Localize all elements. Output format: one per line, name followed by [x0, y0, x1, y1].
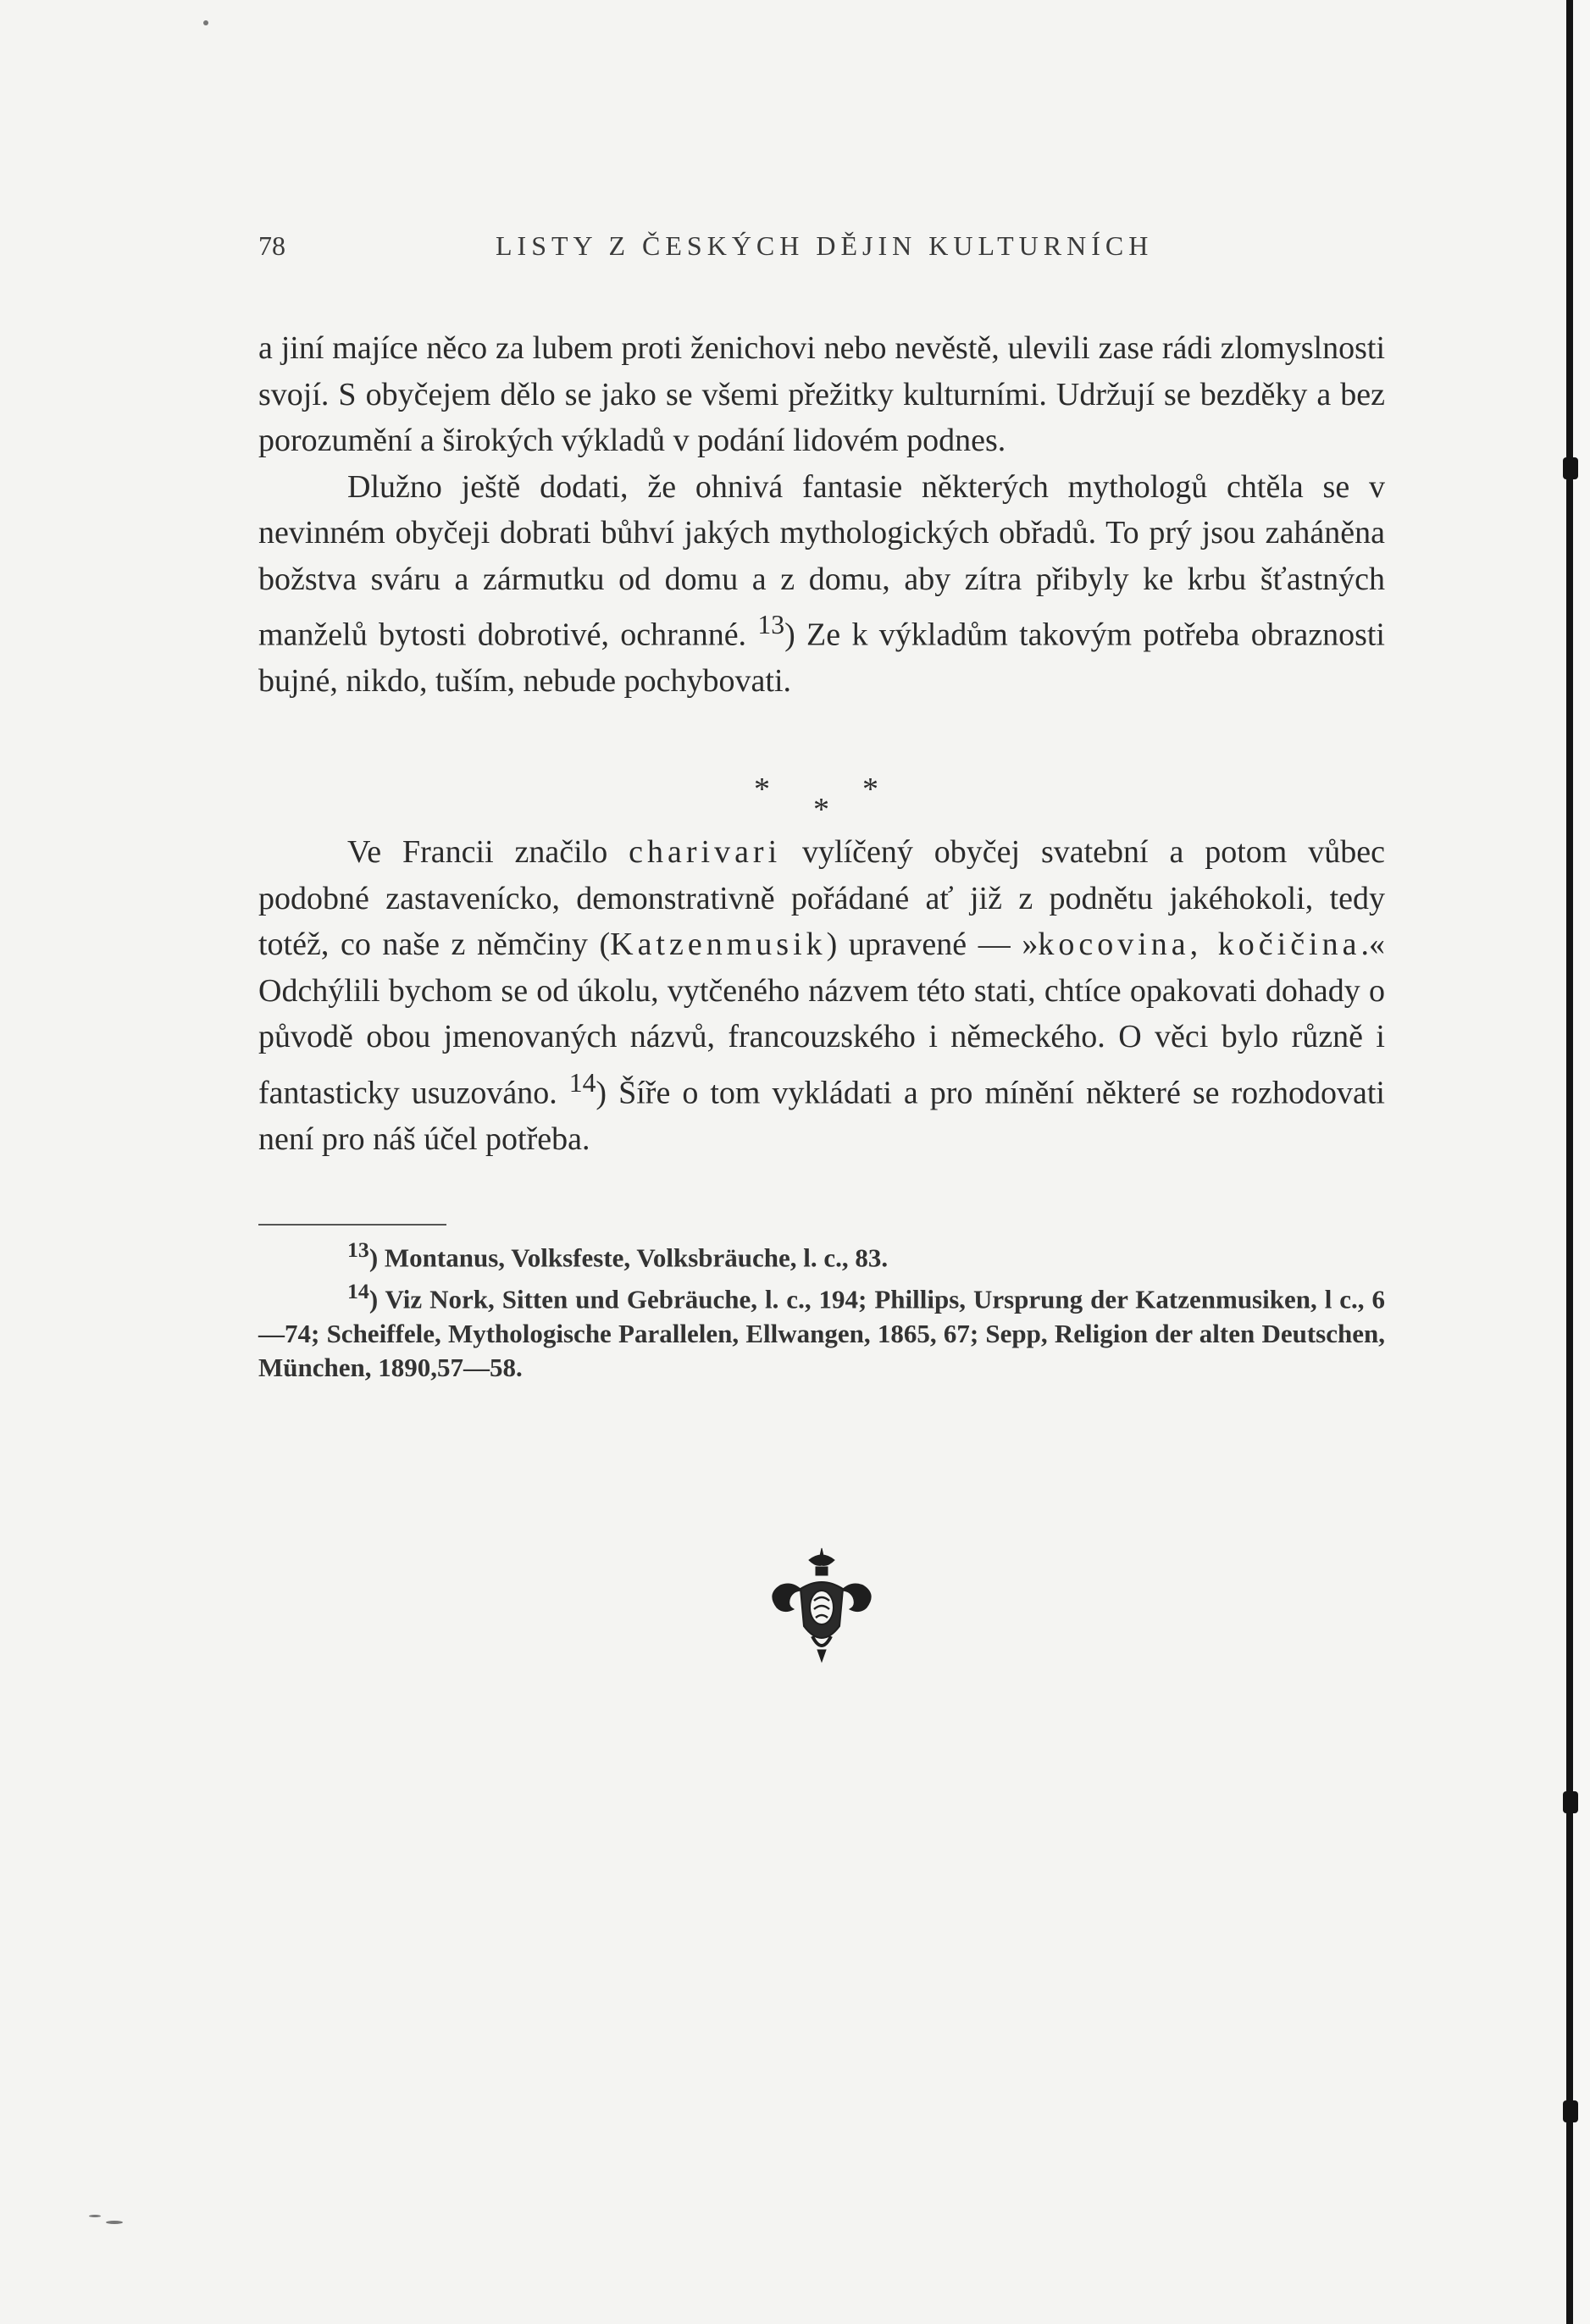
scan-speck — [203, 20, 208, 25]
footnote-text: ) Viz Nork, Sitten und Gebräuche, l. c., 194; Phillips, Ursprung der Katzenmusiken, l c., 6—74; Scheiffele, Mythologische Parallelen, Ellwangen, 1865, 67; Sepp, Religion der alten Deutschen, München, 1890,57—58. — [258, 1284, 1385, 1382]
footnote — [258, 1275, 1385, 1384]
footnote-ref: 14 — [568, 1067, 596, 1098]
spaced-term: charivari — [629, 834, 782, 870]
asterisk: * — [813, 792, 829, 827]
paragraph-text: .« Odchýlili bychom se od úkolu, vytčeného názvem této stati, chtíce opakovati dohady o původě obou jmenovaných názvů, francouzského i německého. O věci bylo různě i fantasticky usuzováno. — [258, 927, 1385, 1111]
scan-edge-line — [1566, 0, 1573, 2324]
paragraph — [258, 464, 1385, 705]
scan-edge-notch — [1563, 1791, 1578, 1813]
footnote-marker: 14 — [347, 1279, 369, 1304]
page-number: 78 — [258, 230, 285, 261]
paragraph-text: vylíčený obyčej svatební a potom vůbec podobné zastavenícko, demonstrativně pořádané ať již z podnětu jakéhokoli, tedy totéž, co naše z němčiny ( — [258, 834, 1385, 962]
asterisk: * — [754, 772, 770, 807]
footnote — [258, 1233, 1385, 1275]
main-text-upper — [258, 325, 1385, 705]
paragraph-text: ) Ze k výkladům takovým potřeba obraznosti bujné, nikdo, tuším, nebude pochybovati. — [258, 617, 1385, 700]
section-separator — [754, 771, 889, 827]
scan-edge-notch — [1563, 457, 1578, 479]
paragraph: a jiní majíce něco za lubem proti ženichovi nebo nevěstě, ulevili zase rádi zlomyslnosti svojí. S obyčejem dělo se jako se všemi přežitky kulturními. Udržují se bezděky a bez porozumění a širokých výkladů v podání lidovém podnes. — [258, 330, 1385, 458]
paragraph-text: Ve Francii značilo — [347, 834, 608, 870]
paragraph-text: ) Šíře o tom vykládati a pro mínění některé se rozhodovati není pro náš účel potřeba. — [258, 1075, 1385, 1157]
main-text-lower — [258, 829, 1385, 1162]
footnote-rule — [258, 1224, 446, 1226]
footnotes — [258, 1233, 1385, 1385]
scan-margin — [1573, 0, 1590, 2324]
paragraph-text: Dlužno ještě dodati, že ohnivá fantasie některých mythologů chtěla se v nevinném obyčeji dobrati bůhví jakých mythologických obřadů. To prý jsou zaháněna božstva sváru a zármutku od domu a z domu, aby zítra přibyly ke krbu šťastných manželů bytosti dobrotivé, ochranné. — [258, 468, 1385, 653]
paragraph-text: ) upravené — » — [826, 927, 1039, 962]
ornament-icon — [758, 1541, 885, 1668]
scan-edge-notch — [1563, 2100, 1578, 2122]
asterisk: * — [862, 772, 878, 807]
page-header — [258, 230, 1398, 264]
paragraph — [258, 829, 1385, 1162]
footnote-text: ) Montanus, Volksfeste, Volksbräuche, l. c., 83. — [368, 1242, 889, 1273]
scan-speck — [106, 2221, 123, 2224]
scan-speck — [89, 2215, 101, 2217]
running-title: LISTY Z ČESKÝCH DĚJIN KULTURNÍCH — [496, 230, 1154, 261]
footnote-ref: 13 — [757, 610, 785, 639]
spaced-term: Katzenmusik — [610, 927, 827, 962]
spaced-term: kocovina, kočičina — [1038, 927, 1361, 962]
footnote-marker: 13 — [347, 1237, 369, 1262]
